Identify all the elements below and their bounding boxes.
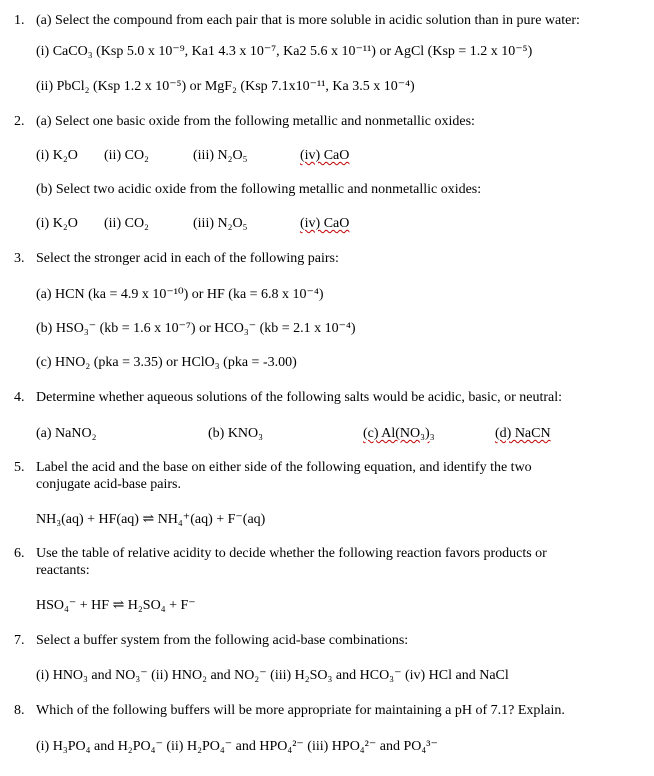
q3-option-a: (a) HCN (ka = 4.9 x 10⁻¹⁰) or HF (ka = 6.8 x 10⁻⁴) — [36, 287, 324, 302]
q3-prompt: Select the stronger acid in each of the following pairs: — [36, 251, 339, 266]
q6-equation: HSO₄⁻ + HF ⇌ H₂SO₄ + F⁻ — [36, 598, 196, 613]
q1-option-ii: (ii) PbCl₂ (Ksp 1.2 x 10⁻⁵) or MgF₂ (Ksp 7.1x10⁻¹¹, Ka 3.5 x 10⁻⁴) — [36, 79, 415, 94]
q2a-option-ii: (ii) CO₂ — [104, 148, 149, 163]
q2b-option-ii: (ii) CO₂ — [104, 216, 149, 231]
q4-prompt: Determine whether aqueous solutions of the following salts would be acidic, basic, or neutral: — [36, 390, 563, 405]
q7-number: 7. — [14, 633, 25, 648]
q2a-option-iii: (iii) N₂O₅ — [193, 148, 248, 163]
q2a-option-i: (i) K₂O — [36, 148, 78, 163]
q4-number: 4. — [14, 390, 25, 405]
q2a-option-iv: (iv) CaO — [300, 148, 350, 163]
q4-option-d: (d) NaCN — [495, 426, 551, 441]
q3-number: 3. — [14, 251, 25, 266]
q6-prompt-line1: Use the table of relative acidity to decide whether the following reaction favors products or — [36, 546, 547, 561]
q6-number: 6. — [14, 546, 25, 561]
q7-options: (i) HNO₃ and NO₃⁻ (ii) HNO₂ and NO₂⁻ (iii) H₂SO₃ and HCO₃⁻ (iv) HCl and NaCl — [36, 668, 509, 683]
q2-number: 2. — [14, 114, 25, 129]
q1-option-i: (i) CaCO₃ (Ksp 5.0 x 10⁻⁹, Ka1 4.3 x 10⁻⁷, Ka2 5.6 x 10⁻¹¹) or AgCl (Ksp = 1.2 x 10⁻⁵) — [36, 44, 533, 59]
q6-prompt-line2: reactants: — [36, 563, 90, 578]
q1-prompt: (a) Select the compound from each pair that is more soluble in acidic solution than in pure water: — [36, 13, 580, 28]
q5-prompt-line2: conjugate acid-base pairs. — [36, 477, 181, 492]
q3-option-b: (b) HSO₃⁻ (kb = 1.6 x 10⁻⁷) or HCO₃⁻ (kb = 2.1 x 10⁻⁴) — [36, 321, 356, 336]
q1-number: 1. — [14, 13, 25, 28]
q2b-option-iv: (iv) CaO — [300, 216, 350, 231]
q4-option-c: (c) Al(NO₃)₃ — [363, 426, 435, 441]
q2b-option-iii: (iii) N₂O₅ — [193, 216, 248, 231]
q8-options: (i) H₃PO₄ and H₂PO₄⁻ (ii) H₂PO₄⁻ and HPO₄²⁻ (iii) HPO₄²⁻ and PO₄³⁻ — [36, 739, 438, 754]
q5-equation: NH₃(aq) + HF(aq) ⇌ NH₄⁺(aq) + F⁻(aq) — [36, 512, 266, 527]
q2-prompt-a: (a) Select one basic oxide from the following metallic and nonmetallic oxides: — [36, 114, 475, 129]
q2b-option-i: (i) K₂O — [36, 216, 78, 231]
q5-number: 5. — [14, 460, 25, 475]
q8-number: 8. — [14, 703, 25, 718]
q2-prompt-b: (b) Select two acidic oxide from the following metallic and nonmetallic oxides: — [36, 182, 482, 197]
q5-prompt-line1: Label the acid and the base on either side of the following equation, and identify the two — [36, 460, 532, 475]
q8-prompt: Which of the following buffers will be more appropriate for maintaining a pH of 7.1? Explain. — [36, 703, 565, 718]
q7-prompt: Select a buffer system from the following acid-base combinations: — [36, 633, 409, 648]
q4-option-b: (b) KNO₃ — [208, 426, 264, 441]
q3-option-c: (c) HNO₂ (pka = 3.35) or HClO₃ (pka = -3.00) — [36, 355, 297, 370]
q4-option-a: (a) NaNO₂ — [36, 426, 97, 441]
